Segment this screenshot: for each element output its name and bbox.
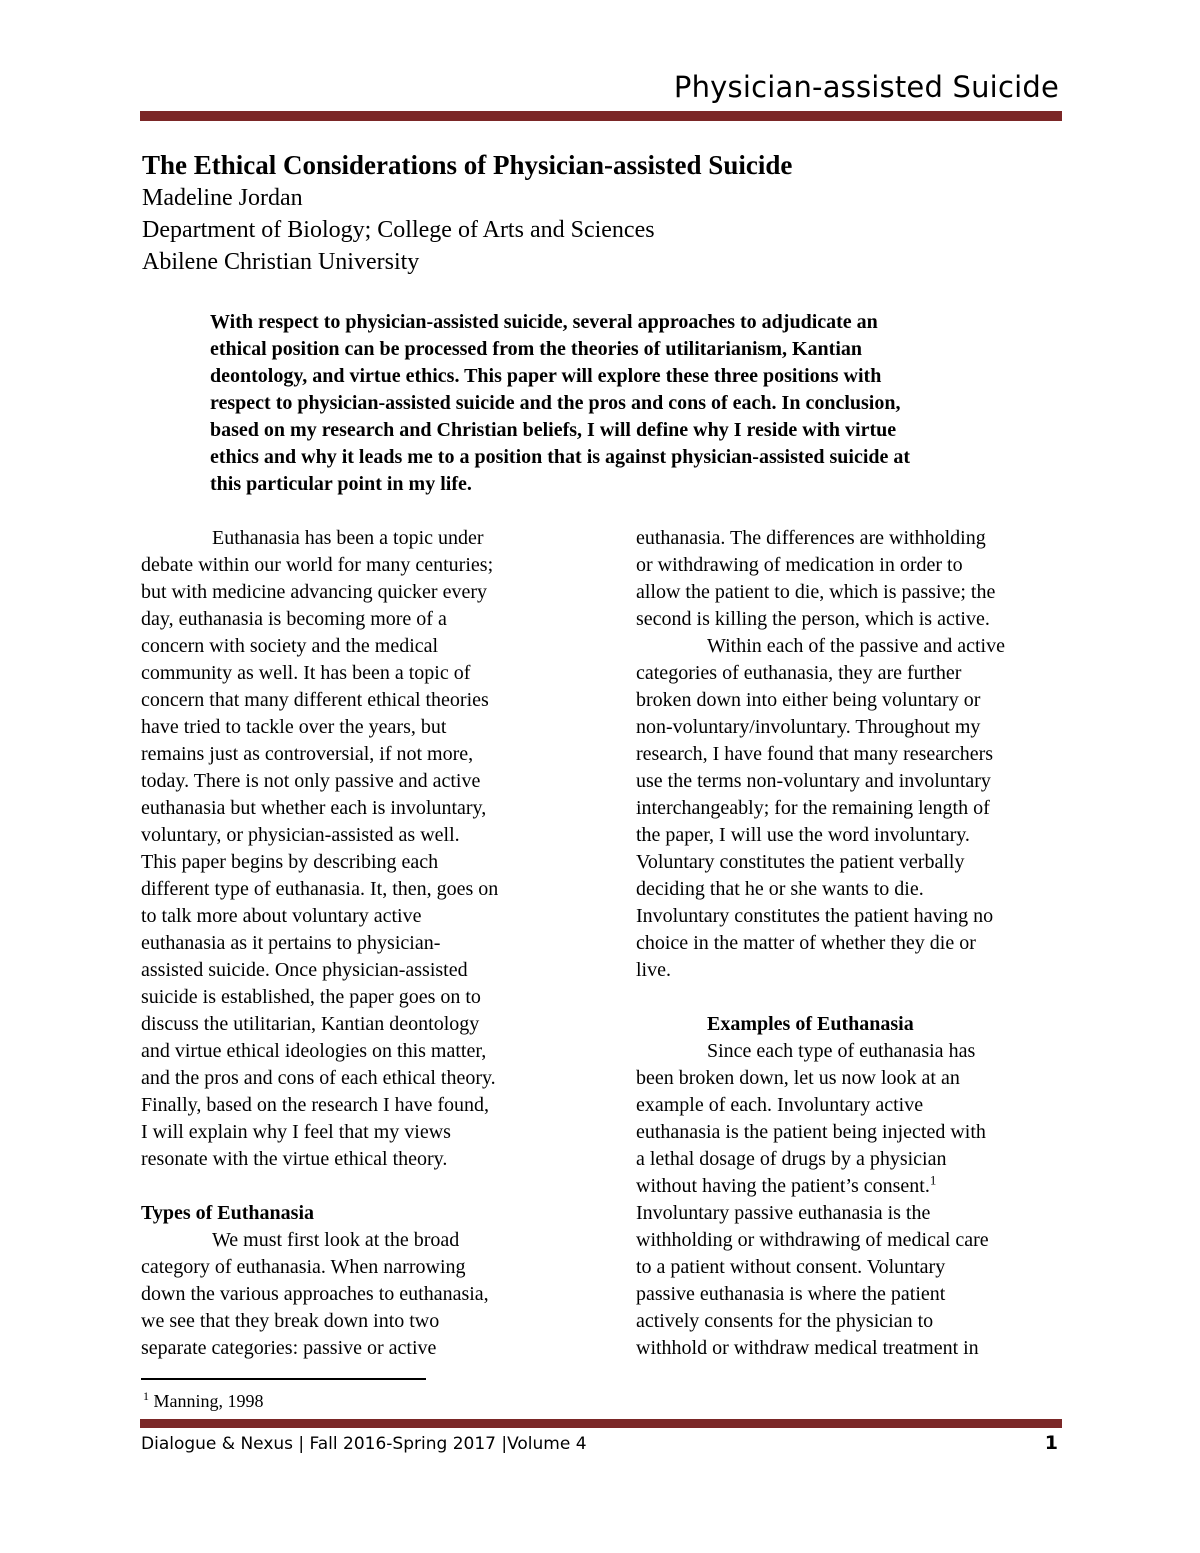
body-line-with-footnote (636, 1173, 1076, 1200)
abstract-line: based on my research and Christian beliefs, I will define why I reside with virtue (210, 419, 897, 441)
footnote-text: Manning, 1998 (149, 1391, 264, 1411)
body-line: This paper begins by describing each (141, 851, 439, 873)
paper-title: The Ethical Considerations of Physician-assisted Suicide (142, 150, 793, 180)
body-line: choice in the matter of whether they die or (636, 932, 976, 954)
body-line: today. There is not only passive and active (141, 770, 481, 792)
body-line: example of each. Involuntary active (636, 1094, 924, 1116)
body-line: Within each of the passive and active (707, 635, 1005, 657)
body-line: deciding that he or she wants to die. (636, 878, 924, 900)
footer-rule (140, 1419, 1062, 1428)
body-line: community as well. It has been a topic of (141, 662, 471, 684)
body-line: assisted suicide. Once physician-assisted (141, 959, 468, 981)
body-line: Involuntary constitutes the patient having no (636, 905, 994, 927)
body-line: concern that many different ethical theories (141, 689, 489, 711)
body-line: resonate with the virtue ethical theory. (141, 1148, 448, 1170)
body-line: euthanasia as it pertains to physician- (141, 932, 441, 954)
body-line: Since each type of euthanasia has (707, 1040, 976, 1062)
title-block (142, 148, 1062, 278)
body-line: categories of euthanasia, they are further (636, 662, 962, 684)
body-line: and the pros and cons of each ethical theory. (141, 1067, 496, 1089)
body-line: live. (636, 959, 671, 981)
body-line: discuss the utilitarian, Kantian deontology (141, 1013, 480, 1035)
body-line: I will explain why I feel that my views (141, 1121, 451, 1143)
body-line: passive euthanasia is where the patient (636, 1283, 946, 1305)
author-name: Madeline Jordan (142, 185, 303, 211)
section-heading-types: Types of Euthanasia (141, 1202, 315, 1224)
body-line: use the terms non-voluntary and involuntary (636, 770, 991, 792)
body-line: we see that they break down into two (141, 1310, 440, 1332)
footnote-separator (141, 1378, 426, 1380)
author-department: Department of Biology; College of Arts and Sciences (142, 217, 655, 243)
body-line: down the various approaches to euthanasia, (141, 1283, 489, 1305)
body-line: Involuntary passive euthanasia is the (636, 1202, 931, 1224)
body-line: or withdrawing of medication in order to (636, 554, 963, 576)
body-line: remains just as controversial, if not more, (141, 743, 474, 765)
footnote-marker: 1 (143, 1389, 149, 1403)
body-line: allow the patient to die, which is passive; the (636, 581, 996, 603)
body-line: to talk more about voluntary active (141, 905, 422, 927)
body-line: category of euthanasia. When narrowing (141, 1256, 466, 1278)
abstract-line: With respect to physician-assisted suicide, several approaches to adjudicate an (210, 311, 878, 333)
author-university: Abilene Christian University (142, 249, 420, 275)
body-line: research, I have found that many researchers (636, 743, 994, 765)
left-column (141, 525, 581, 1362)
body-line: day, euthanasia is becoming more of a (141, 608, 447, 630)
spacer (636, 984, 1076, 1011)
body-line: and virtue ethical ideologies on this matter, (141, 1040, 487, 1062)
footnote-reference[interactable]: 1 (929, 1172, 937, 1188)
abstract-line: ethics and why it leads me to a position that is against physician-assisted suicide at (210, 446, 911, 468)
body-line: have tried to tackle over the years, but (141, 716, 447, 738)
body-line: Finally, based on the research I have found, (141, 1094, 490, 1116)
body-line: broken down into either being voluntary or (636, 689, 981, 711)
body-line: euthanasia. The differences are withholding (636, 527, 986, 549)
body-line: different type of euthanasia. It, then, goes on (141, 878, 499, 900)
abstract-line: this particular point in my life. (210, 473, 472, 495)
body-line: We must first look at the broad (212, 1229, 460, 1251)
body-line: non-voluntary/involuntary. Throughout my (636, 716, 981, 738)
right-column (636, 525, 1076, 1362)
body-text: without having the patient’s consent. (636, 1175, 930, 1197)
body-line: Euthanasia has been a topic under (212, 527, 484, 549)
body-line: withhold or withdraw medical treatment in (636, 1337, 979, 1359)
body-line: withholding or withdrawing of medical care (636, 1229, 989, 1251)
body-line: separate categories: passive or active (141, 1337, 437, 1359)
body-line: euthanasia but whether each is involuntary, (141, 797, 487, 819)
abstract (210, 309, 1060, 498)
body-line: a lethal dosage of drugs by a physician (636, 1148, 947, 1170)
body-line: debate within our world for many centuries; (141, 554, 494, 576)
abstract-line: ethical position can be processed from the theories of utilitarianism, Kantian (210, 338, 863, 360)
body-line: actively consents for the physician to (636, 1310, 934, 1332)
footnote (143, 1389, 264, 1413)
body-line: but with medicine advancing quicker every (141, 581, 487, 603)
body-line: been broken down, let us now look at an (636, 1067, 960, 1089)
page-number: 1 (1044, 1432, 1058, 1454)
body-line: Voluntary constitutes the patient verbally (636, 851, 965, 873)
body-line: to a patient without consent. Voluntary (636, 1256, 946, 1278)
abstract-line: deontology, and virtue ethics. This paper will explore these three positions with (210, 365, 882, 387)
body-line: voluntary, or physician-assisted as well. (141, 824, 460, 846)
body-line: suicide is established, the paper goes on to (141, 986, 481, 1008)
section-heading-examples: Examples of Euthanasia (707, 1013, 914, 1035)
running-header-title: Physician-assisted Suicide (673, 70, 1059, 104)
header-rule (140, 111, 1062, 121)
body-line: second is killing the person, which is active. (636, 608, 990, 630)
body-line: the paper, I will use the word involuntary. (636, 824, 970, 846)
spacer (141, 1173, 581, 1200)
footer-journal-info: Dialogue & Nexus | Fall 2016-Spring 2017 |Volume 4 (141, 1434, 587, 1454)
body-line: interchangeably; for the remaining length of (636, 797, 990, 819)
body-line: euthanasia is the patient being injected with (636, 1121, 986, 1143)
body-line: concern with society and the medical (141, 635, 439, 657)
abstract-line: respect to physician-assisted suicide and the pros and cons of each. In conclusion, (210, 392, 901, 414)
